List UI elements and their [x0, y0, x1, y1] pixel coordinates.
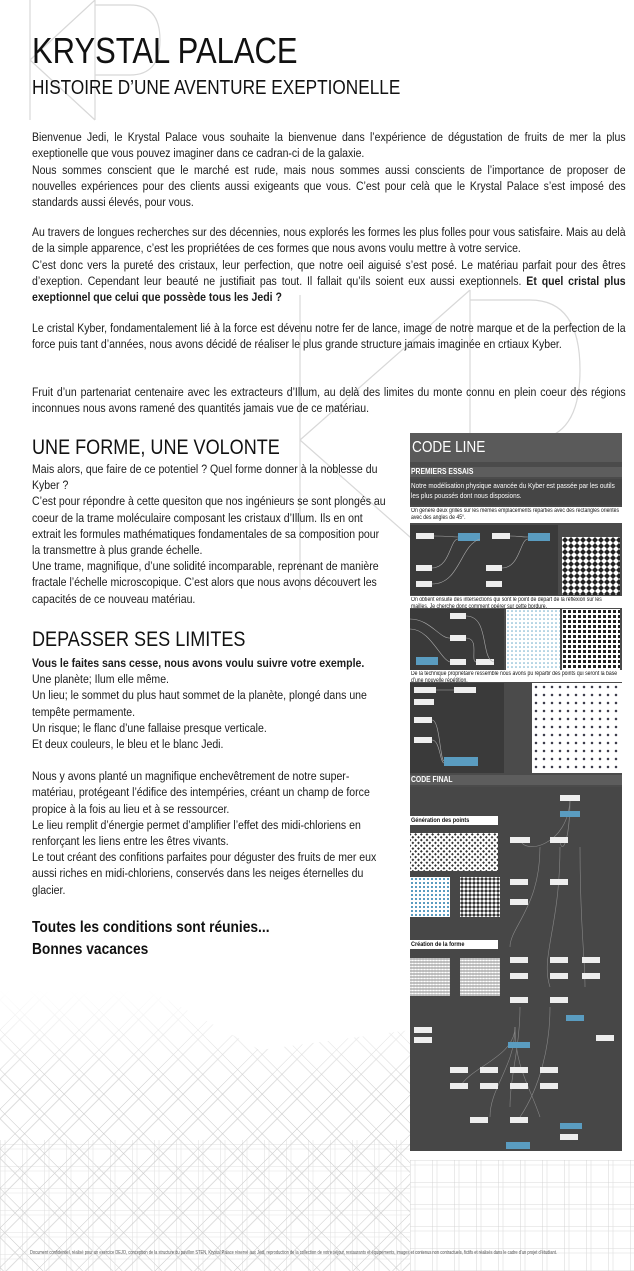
closing-line: Bonnes vacances	[32, 941, 149, 958]
body-line: Et deux couleurs, le bleu et le blanc Jedi.	[32, 737, 224, 752]
intro-paragraph: Le cristal Kyber, fondamentalement lié à la force est dévenu notre fer de lance, image de notre marque et de la perfection de la force puis tant d’années, nous avons décidé de réaliser le plus grande structure jamais imaginée en crtiaux Kyber.	[32, 321, 626, 352]
intro-block-2	[32, 224, 626, 305]
intro-block-4	[32, 384, 626, 417]
intro-paragraph: Nous sommes conscient que le marché est rude, mais nous sommes aussi conscients de l’importance de proposer de nouvelles expériences pour des clients aussi exigeants que vous. C’est pour celà que le Krystal Palace s’est imposé des standards aussi élevés, pour vous.	[32, 162, 626, 210]
panel-label-code-final: CODE FINAL	[410, 775, 622, 785]
body-paragraph: Le lieu remplit d’énergie permet d’amplifier l’effet des midi-chloriens en renforçant les liens entre les êtres vivants.	[32, 817, 361, 849]
body-line: Une planète; Ilum elle même.	[32, 672, 169, 687]
section2-body	[32, 655, 387, 898]
page-subtitle: HISTOIRE D’UNE AVENTURE EXEPTIONELLE	[32, 77, 401, 99]
crystal-pattern-image	[562, 609, 620, 671]
crystal-pattern-image	[460, 877, 500, 917]
node-graph-diagram	[410, 683, 504, 773]
lattice-pattern	[0, 990, 410, 1271]
body-paragraph: C’est pour répondre à cette quesiton que nos ingénieurs se sont plongés au coeur de la trame moléculaire composant les cristaux d’Illum. Ils en ont extrait les formules mathématiques fondamentales de sa composition pour la transmettre à plus grande échelle.	[32, 494, 386, 558]
body-paragraph: Nous y avons planté un magnifique enchevêtrement de notre super-matériau, protégeant l’édifice des intempéries, créant un champ de force propice à la fois au lieu et à se ressourcer.	[32, 769, 370, 816]
intro-text: C’est donc vers la pureté des cristaux, leur perfection, que notre oeil aiguisé s’est posé. Le matériau parfait pour des êtres d’exeption. Cependant leur beauté ne justifiait pas tout. Il fallait qu’ils soient eux aussi exeptionnels.	[32, 257, 626, 288]
panel-sublabel: Création de la forme	[410, 940, 498, 949]
code-line-panel	[410, 433, 622, 1151]
intro-paragraph: Bienvenue Jedi, le Krystal Palace vous souhaite la bienvenue dans l’expérience de dégustation de fruits de mer la plus exeptionelle que vous pouvez imaginer dans ce cadran-ci de la galaxie.	[32, 130, 626, 161]
panel-description: Notre modélisation physique avancée du Kyber est passée par les outils les plus poussés dont nous disposions.	[410, 479, 622, 505]
line-pattern-image	[460, 958, 500, 996]
section-heading: DEPASSER SES LIMITES	[32, 628, 246, 651]
dot-pattern-image	[410, 877, 450, 917]
body-paragraph: Mais alors, que faire de ce potentiel ? Quel forme donner à la noblesse du Kyber ?	[32, 462, 378, 493]
body-line: Un lieu; le sommet du plus haut sommet de la planète, plongé dans une tempête permamente.	[32, 688, 367, 719]
intro-paragraph: Fruit d’un partenariat centenaire avec les extracteurs d’Illum, au delà des limites du monte connu en plein coeur des régions inconnues nous avons ramené des quantités jamais vue de ce matériau.	[32, 385, 626, 416]
spacer	[32, 752, 387, 768]
section-heading: UNE FORME, UNE VOLONTE	[32, 436, 280, 459]
panel-note: On génère deux grilles sur les mêmes emplacements réparties avec des rectangles orientés avec des angles de 45°.	[410, 507, 622, 523]
footer-disclaimer: Document confidentiel, réalisé pour un exercice DEJO, conception de la structure du pavillon STEN, Krystal Palace réservé aux Jedi, reproduction de la collection de votre séjour, restaurants et équipements, images et contenus non contractuels, fictifs et réalisés dans le cadre d’un projet d’étudiant.	[30, 1250, 557, 1256]
dot-pattern-image	[506, 609, 560, 671]
intro-block-3	[32, 320, 626, 353]
body-paragraph: Le tout créant des confitions parfaites pour déguster des fruits de mer eux aussi riches en midi-chloriens, conservés dans les neiges éternelles du glacier.	[32, 850, 377, 897]
line-pattern-image	[410, 958, 450, 996]
node-graph-diagram	[410, 525, 558, 595]
body-paragraph: Une trame, magnifique, d’une solidité incomparable, reprenant de manière fractale l’échelle microscopique. C’est alors que nous avons découvert les capacités de ce nouveau matériau.	[32, 559, 379, 606]
crystal-pattern-image	[562, 537, 620, 595]
page-title: KRYSTAL PALACE	[32, 30, 298, 71]
diagonal-grid-image	[410, 833, 498, 871]
panel-label-premiers-essais: PREMIERS ESSAIS	[410, 467, 622, 477]
panel-title: CODE LINE	[410, 433, 622, 462]
body-line: Un risque; le flanc d’une fallaise presque verticale.	[32, 720, 267, 735]
panel-sublabel: Génération des points	[410, 816, 498, 825]
body-lead: Vous le faites sans cesse, nous avons voulu suivre votre exemple.	[32, 656, 365, 670]
intro-emphasis: Et quel cristal plus exeptionnel que celui que possède tous les Jedi ?	[32, 273, 626, 305]
dot-pattern-image	[532, 683, 622, 773]
node-graph-diagram	[410, 609, 504, 671]
section1-body	[32, 461, 387, 607]
intro-paragraph: Au travers de longues recherches sur des décennies, nous explorés les formes les plus folles pour vous satisfaire. Mais au delà de la simple apparence, c’est les propriétées de ces formes que nous avons voulu mettre à votre service.	[32, 225, 626, 256]
closing-line: Toutes les conditions sont réunies...	[32, 919, 270, 936]
intro-block-1	[32, 129, 626, 210]
intro-paragraph	[32, 257, 626, 306]
panel-note: De la technique propriétaire ressemble nous avons pu répartir des points qui seront la base d’une nouvelle répétition.	[410, 670, 622, 682]
panel-note: On obtient ensuite des intersections qui sont le point de départ de la réflexion sur les mailles. Je cherche donc comment opérer sur cette bordure.	[410, 596, 622, 608]
closing-message	[32, 917, 270, 961]
